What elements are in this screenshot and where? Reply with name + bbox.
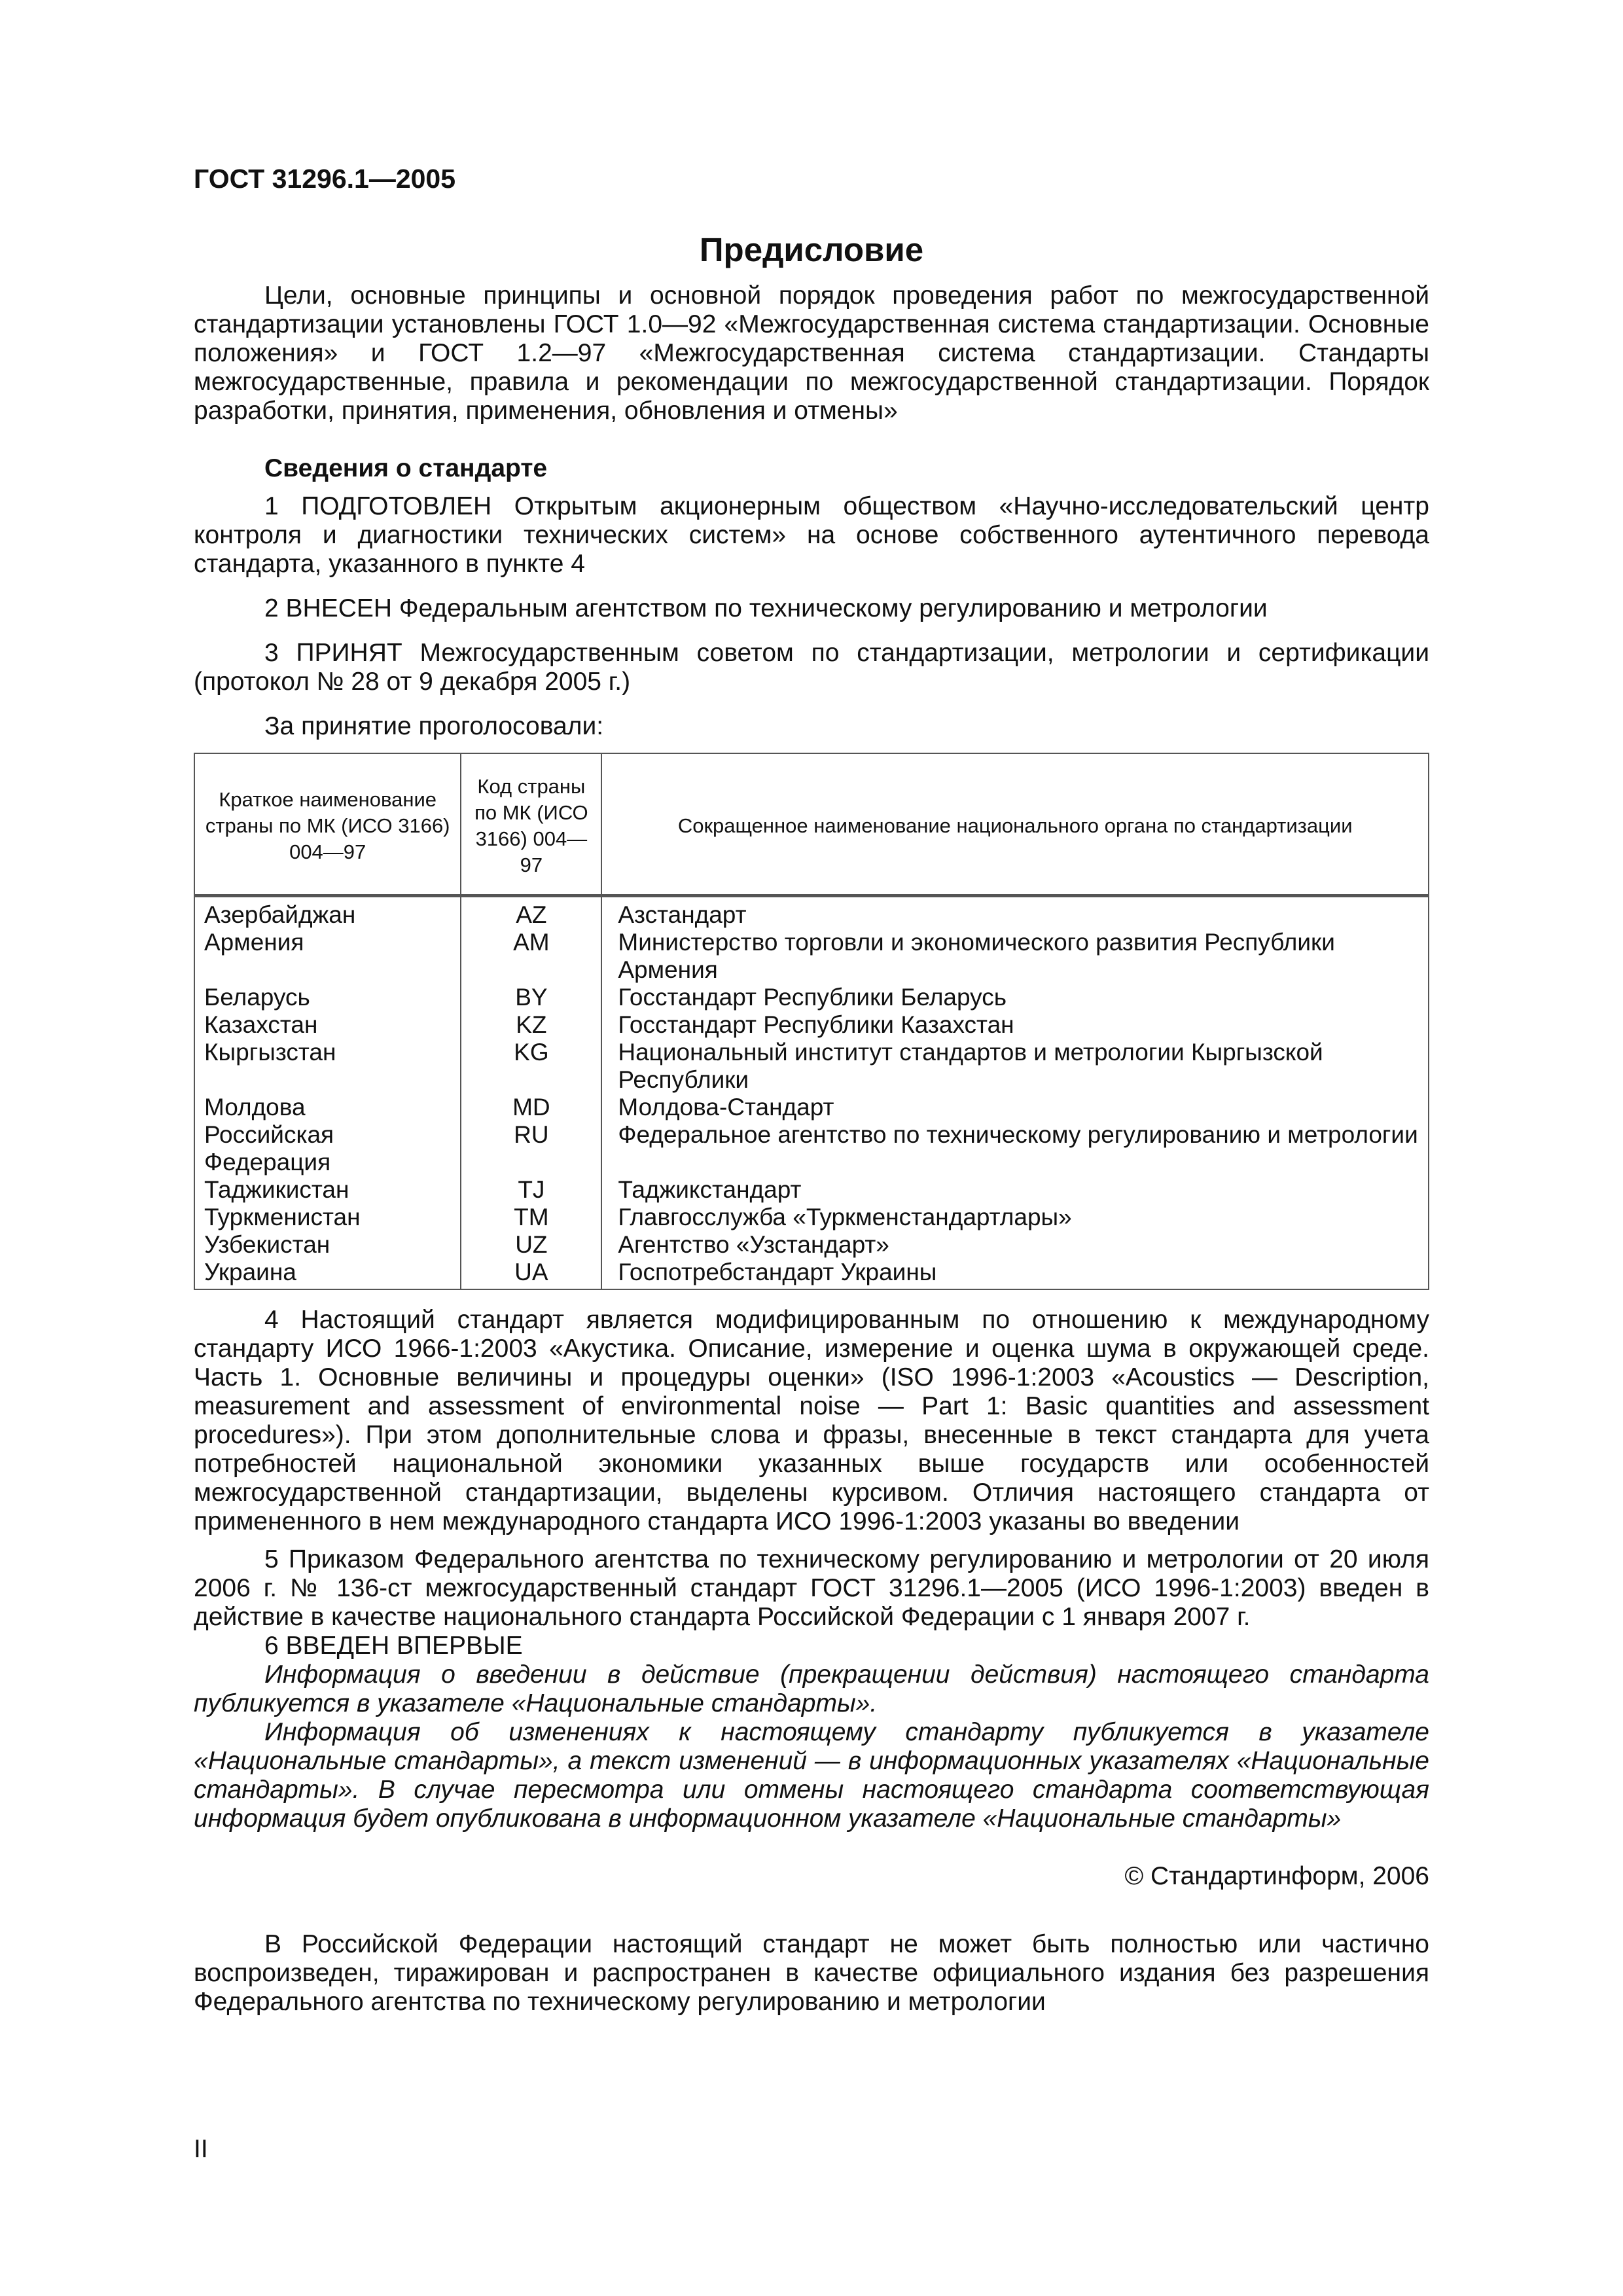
table-row xyxy=(194,896,1429,929)
org-cell: Министерство торговли и экономического развития Республики Армения xyxy=(601,929,1429,984)
document-code: ГОСТ 31296.1—2005 xyxy=(194,164,456,194)
country-cell: Узбекистан xyxy=(194,1231,461,1259)
code-cell: AZ xyxy=(461,896,601,929)
country-cell: Российская Федерация xyxy=(194,1121,461,1176)
note-publication: Информация о введении в действие (прекращении действия) настоящего стандарта публикуется в указателе «Национальные стандарты». xyxy=(194,1660,1429,1717)
note-changes: Информация об изменениях к настоящему стандарту публикуется в указателе «Национальные стандарты», а текст изменений — в информационных указателях «Национальные стандарты». В случае пересмотра или отмены настоящего стандарта соответствующая информация будет опубликована в информационном указателе «Национальные стандарты» xyxy=(194,1718,1429,1833)
code-cell: BY xyxy=(461,984,601,1011)
intro-paragraph: Цели, основные принципы и основной порядок проведения работ по межгосударственной стандартизации установлены ГОСТ 1.0—92 «Межгосударственная система стандартизации. Основные положения» и ГОСТ 1.2—97 «Межгосударственная система стандартизации. Стандарты межгосударственные, правила и рекомендации по межгосударственной стандартизации. Порядок разработки, принятия, применения, обновления и отмены» xyxy=(194,281,1429,425)
table-row xyxy=(194,1259,1429,1289)
column-header: Краткое наименование страны по МК (ИСО 3166) 004—97 xyxy=(194,753,461,896)
org-cell: Молдова-Стандарт xyxy=(601,1094,1429,1121)
column-header: Сокращенное наименование национального органа по стандартизации xyxy=(601,753,1429,896)
code-cell: KG xyxy=(461,1039,601,1094)
voting-table xyxy=(194,753,1429,1290)
country-cell: Молдова xyxy=(194,1094,461,1121)
code-cell: UA xyxy=(461,1259,601,1289)
voted-label: За принятие проголосовали: xyxy=(264,712,604,740)
code-cell: UZ xyxy=(461,1231,601,1259)
column-header: Код страны по МК (ИСО 3166) 004—97 xyxy=(461,753,601,896)
country-cell: Украина xyxy=(194,1259,461,1289)
table-row xyxy=(194,1094,1429,1121)
table-row xyxy=(194,1176,1429,1204)
org-cell: Азстандарт xyxy=(601,896,1429,929)
table-row xyxy=(194,1231,1429,1259)
country-cell: Таджикистан xyxy=(194,1176,461,1204)
document-body xyxy=(194,281,1429,2017)
table-row xyxy=(194,984,1429,1011)
country-cell: Азербайджан xyxy=(194,896,461,929)
table-row xyxy=(194,929,1429,984)
code-cell: KZ xyxy=(461,1011,601,1039)
page-title: Предисловие xyxy=(699,231,924,268)
item-modified: 4 Настоящий стандарт является модифицированным по отношению к международному стандарту ИСО 1966-1:2003 «Акустика. Описание, измерение и оценка шума в окружающей среде. Часть 1. Основные величины и процедуры оценки» (ISO 1996-1:2003 «Acoustics — Description, measurement and assessment of environmental noise — Part 1: Basic quantities and assessment procedures»). При этом дополнительные слова и фразы, внесенные в текст стандарта для учета потребностей национальной экономики указанных выше государств или особенностей межгосударственной стандартизации, выделены курсивом. Отличия настоящего стандарта от примененного в нем международного стандарта ИСО 1996-1:2003 указаны во введении xyxy=(194,1306,1429,1535)
org-cell: Главгосслужба «Туркменстандартлары» xyxy=(601,1204,1429,1231)
org-cell: Госстандарт Республики Казахстан xyxy=(601,1011,1429,1039)
info-heading: Сведения о стандарте xyxy=(264,454,548,482)
org-cell: Таджикстандарт xyxy=(601,1176,1429,1204)
table-row xyxy=(194,1204,1429,1231)
item-introduced: 2 ВНЕСЕН Федеральным агентством по техническому регулированию и метрологии xyxy=(264,594,1268,622)
org-cell: Федеральное агентство по техническому регулированию и метрологии xyxy=(601,1121,1429,1176)
item-adopted: 3 ПРИНЯТ Межгосударственным советом по стандартизации, метрологии и сертификации (протокол № 28 от 9 декабря 2005 г.) xyxy=(194,639,1429,696)
table-row xyxy=(194,1039,1429,1094)
code-cell: RU xyxy=(461,1121,601,1176)
org-cell: Госстандарт Республики Беларусь xyxy=(601,984,1429,1011)
org-cell: Агентство «Узстандарт» xyxy=(601,1231,1429,1259)
country-cell: Туркменистан xyxy=(194,1204,461,1231)
code-cell: AM xyxy=(461,929,601,984)
code-cell: MD xyxy=(461,1094,601,1121)
item-first-introduced: 6 ВВЕДЕН ВПЕРВЫЕ xyxy=(264,1632,523,1660)
item-order: 5 Приказом Федерального агентства по техническому регулированию и метрологии от 20 июля 2006 г. № 136-ст межгосударственный стандарт ГОСТ 31296.1—2005 (ИСО 1996-1:2003) введен в действие в качестве национального стандарта Российской Федерации с 1 января 2007 г. xyxy=(194,1545,1429,1631)
legal-notice: В Российской Федерации настоящий стандарт не может быть полностью или частично воспроизведен, тиражирован и распространен в качестве официального издания без разрешения Федерального агентства по техническому регулированию и метрологии xyxy=(194,1930,1429,2016)
code-cell: TM xyxy=(461,1204,601,1231)
country-cell: Беларусь xyxy=(194,984,461,1011)
page-number: II xyxy=(194,2135,208,2163)
org-cell: Национальный институт стандартов и метрологии Кыргызской Республики xyxy=(601,1039,1429,1094)
copyright: © Стандартинформ, 2006 xyxy=(1124,1862,1429,1890)
table-row xyxy=(194,1121,1429,1176)
item-prepared: 1 ПОДГОТОВЛЕН Открытым акционерным обществом «Научно-исследовательский центр контроля и диагностики технических систем» на основе собственного аутентичного перевода стандарта, указанного в пункте 4 xyxy=(194,492,1429,578)
table-row xyxy=(194,1011,1429,1039)
country-cell: Армения xyxy=(194,929,461,984)
country-cell: Казахстан xyxy=(194,1011,461,1039)
country-cell: Кыргызстан xyxy=(194,1039,461,1094)
code-cell: TJ xyxy=(461,1176,601,1204)
org-cell: Госпотребстандарт Украины xyxy=(601,1259,1429,1289)
